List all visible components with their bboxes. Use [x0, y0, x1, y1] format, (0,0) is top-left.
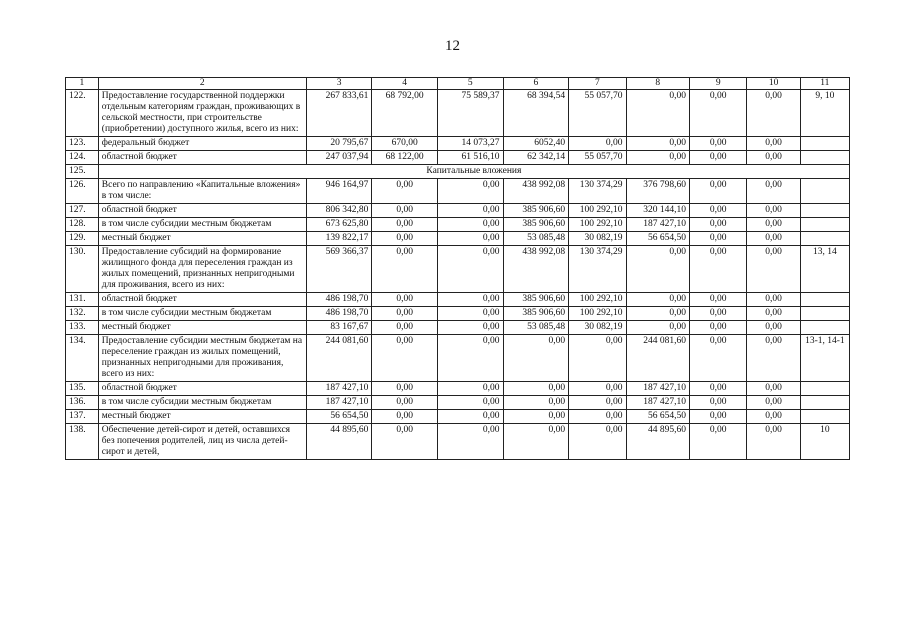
cell-c3: 83 167,67 [306, 321, 372, 335]
cell-c7: 100 292,10 [569, 218, 626, 232]
cell-c8: 0,00 [626, 137, 690, 151]
cell-c11 [800, 410, 849, 424]
row-number: 128. [66, 218, 99, 232]
table-row [66, 424, 850, 460]
column-header: 8 [626, 78, 690, 90]
cell-c4: 0,00 [372, 410, 438, 424]
cell-c5: 0,00 [437, 321, 503, 335]
cell-c9: 0,00 [690, 307, 747, 321]
row-number: 136. [66, 396, 99, 410]
cell-c4: 670,00 [372, 137, 438, 151]
row-description: в том числе субсидии местным бюджетам [98, 218, 306, 232]
cell-c4: 0,00 [372, 424, 438, 460]
cell-c5: 0,00 [437, 410, 503, 424]
cell-c11 [800, 321, 849, 335]
table-body [66, 90, 850, 460]
cell-c6: 53 085,48 [503, 321, 569, 335]
cell-c7: 130 374,29 [569, 246, 626, 293]
cell-c5: 0,00 [437, 204, 503, 218]
cell-c10: 0,00 [747, 179, 800, 204]
row-number: 126. [66, 179, 99, 204]
cell-c8: 0,00 [626, 293, 690, 307]
cell-c10: 0,00 [747, 246, 800, 293]
cell-c9: 0,00 [690, 204, 747, 218]
cell-c10: 0,00 [747, 410, 800, 424]
table-row [66, 90, 850, 137]
cell-c4: 68 122,00 [372, 151, 438, 165]
cell-c3: 56 654,50 [306, 410, 372, 424]
cell-c6: 0,00 [503, 396, 569, 410]
cell-c7: 100 292,10 [569, 293, 626, 307]
column-header: 9 [690, 78, 747, 90]
cell-c6: 385 906,60 [503, 204, 569, 218]
row-description: Предоставление субсидии местным бюджетам на переселение граждан из жилых помещений, признанных непригодными для проживания, всего из них: [98, 335, 306, 382]
table-row [66, 179, 850, 204]
cell-c6: 385 906,60 [503, 307, 569, 321]
cell-c8: 244 081,60 [626, 335, 690, 382]
cell-c10: 0,00 [747, 232, 800, 246]
column-number-row [66, 78, 850, 90]
cell-c9: 0,00 [690, 396, 747, 410]
cell-c3: 139 822,17 [306, 232, 372, 246]
cell-c4: 0,00 [372, 179, 438, 204]
cell-c5: 0,00 [437, 335, 503, 382]
cell-c4: 0,00 [372, 232, 438, 246]
cell-c8: 0,00 [626, 321, 690, 335]
column-header: 5 [437, 78, 503, 90]
cell-c11: 10 [800, 424, 849, 460]
row-number: 132. [66, 307, 99, 321]
cell-c8: 187 427,10 [626, 396, 690, 410]
row-description: областной бюджет [98, 382, 306, 396]
cell-c11: 9, 10 [800, 90, 849, 137]
cell-c3: 806 342,80 [306, 204, 372, 218]
cell-c9: 0,00 [690, 335, 747, 382]
cell-c9: 0,00 [690, 179, 747, 204]
row-number: 137. [66, 410, 99, 424]
cell-c8: 56 654,50 [626, 410, 690, 424]
cell-c3: 187 427,10 [306, 382, 372, 396]
cell-c11 [800, 218, 849, 232]
cell-c3: 20 795,67 [306, 137, 372, 151]
cell-c7: 0,00 [569, 410, 626, 424]
cell-c5: 61 516,10 [437, 151, 503, 165]
row-description: Предоставление субсидий на формирование жилищного фонда для переселения граждан из жилых помещений, признанных непригодными для проживания, всего из них: [98, 246, 306, 293]
cell-c8: 376 798,60 [626, 179, 690, 204]
row-number: 138. [66, 424, 99, 460]
row-number: 135. [66, 382, 99, 396]
cell-c7: 55 057,70 [569, 90, 626, 137]
row-number: 134. [66, 335, 99, 382]
cell-c7: 30 082,19 [569, 321, 626, 335]
cell-c3: 247 037,94 [306, 151, 372, 165]
row-number: 130. [66, 246, 99, 293]
cell-c3: 946 164,97 [306, 179, 372, 204]
cell-c7: 55 057,70 [569, 151, 626, 165]
column-header: 6 [503, 78, 569, 90]
cell-c6: 62 342,14 [503, 151, 569, 165]
table-row [66, 293, 850, 307]
row-description: федеральный бюджет [98, 137, 306, 151]
cell-c3: 673 625,80 [306, 218, 372, 232]
table-row [66, 151, 850, 165]
column-header: 10 [747, 78, 800, 90]
cell-c4: 0,00 [372, 382, 438, 396]
cell-c7: 0,00 [569, 396, 626, 410]
cell-c10: 0,00 [747, 307, 800, 321]
row-number: 127. [66, 204, 99, 218]
column-header: 7 [569, 78, 626, 90]
cell-c11 [800, 293, 849, 307]
cell-c4: 0,00 [372, 335, 438, 382]
row-number: 131. [66, 293, 99, 307]
cell-c8: 187 427,10 [626, 382, 690, 396]
cell-c9: 0,00 [690, 293, 747, 307]
cell-c9: 0,00 [690, 90, 747, 137]
cell-c6: 6052,40 [503, 137, 569, 151]
cell-c7: 0,00 [569, 382, 626, 396]
cell-c4: 0,00 [372, 246, 438, 293]
column-header: 11 [800, 78, 849, 90]
table-row [66, 321, 850, 335]
cell-c9: 0,00 [690, 410, 747, 424]
cell-c11 [800, 179, 849, 204]
table-row [66, 246, 850, 293]
cell-c10: 0,00 [747, 204, 800, 218]
cell-c7: 30 082,19 [569, 232, 626, 246]
cell-c4: 0,00 [372, 321, 438, 335]
cell-c11 [800, 396, 849, 410]
cell-c8: 320 144,10 [626, 204, 690, 218]
cell-c6: 438 992,08 [503, 179, 569, 204]
row-description: местный бюджет [98, 321, 306, 335]
cell-c7: 100 292,10 [569, 204, 626, 218]
cell-c11 [800, 382, 849, 396]
cell-c4: 0,00 [372, 204, 438, 218]
cell-c9: 0,00 [690, 246, 747, 293]
cell-c5: 0,00 [437, 179, 503, 204]
cell-c10: 0,00 [747, 90, 800, 137]
row-description: Предоставление государственной поддержки отдельным категориям граждан, проживающих в сельской местности, при строительстве (приобретении) доступного жилья, всего из них: [98, 90, 306, 137]
row-description: областной бюджет [98, 204, 306, 218]
cell-c9: 0,00 [690, 218, 747, 232]
row-description: Обеспечение детей-сирот и детей, оставшихся без попечения родителей, лиц из числа детей-сирот и детей, [98, 424, 306, 460]
cell-c8: 0,00 [626, 307, 690, 321]
column-header: 3 [306, 78, 372, 90]
cell-c9: 0,00 [690, 424, 747, 460]
cell-c3: 486 198,70 [306, 307, 372, 321]
cell-c9: 0,00 [690, 151, 747, 165]
table-row [66, 382, 850, 396]
table-row [66, 396, 850, 410]
cell-c5: 0,00 [437, 396, 503, 410]
table-row [66, 204, 850, 218]
cell-c11 [800, 307, 849, 321]
table-row [66, 307, 850, 321]
cell-c4: 0,00 [372, 218, 438, 232]
cell-c8: 0,00 [626, 151, 690, 165]
cell-c6: 68 394,54 [503, 90, 569, 137]
cell-c11 [800, 204, 849, 218]
cell-c8: 187 427,10 [626, 218, 690, 232]
cell-c6: 0,00 [503, 382, 569, 396]
cell-c3: 569 366,37 [306, 246, 372, 293]
row-description: в том числе субсидии местным бюджетам [98, 396, 306, 410]
table-row [66, 410, 850, 424]
budget-table [65, 77, 850, 460]
row-description: областной бюджет [98, 151, 306, 165]
cell-c5: 0,00 [437, 293, 503, 307]
cell-c8: 0,00 [626, 90, 690, 137]
section-title: Капитальные вложения [98, 165, 849, 179]
cell-c8: 44 895,60 [626, 424, 690, 460]
cell-c5: 0,00 [437, 218, 503, 232]
row-number: 133. [66, 321, 99, 335]
row-number: 124. [66, 151, 99, 165]
cell-c11 [800, 232, 849, 246]
cell-c10: 0,00 [747, 424, 800, 460]
cell-c9: 0,00 [690, 232, 747, 246]
cell-c7: 0,00 [569, 424, 626, 460]
cell-c6: 385 906,60 [503, 218, 569, 232]
cell-c9: 0,00 [690, 321, 747, 335]
table-row [66, 232, 850, 246]
cell-c11 [800, 137, 849, 151]
row-description: Всего по направлению «Капитальные вложения» в том числе: [98, 179, 306, 204]
row-description: местный бюджет [98, 410, 306, 424]
row-number: 129. [66, 232, 99, 246]
cell-c6: 385 906,60 [503, 293, 569, 307]
cell-c4: 0,00 [372, 293, 438, 307]
cell-c5: 0,00 [437, 424, 503, 460]
cell-c5: 14 073,27 [437, 137, 503, 151]
cell-c9: 0,00 [690, 137, 747, 151]
table-row [66, 335, 850, 382]
cell-c10: 0,00 [747, 335, 800, 382]
cell-c6: 53 085,48 [503, 232, 569, 246]
cell-c3: 486 198,70 [306, 293, 372, 307]
row-number: 122. [66, 90, 99, 137]
row-description: в том числе субсидии местным бюджетам [98, 307, 306, 321]
cell-c10: 0,00 [747, 321, 800, 335]
cell-c5: 0,00 [437, 382, 503, 396]
cell-c10: 0,00 [747, 382, 800, 396]
page-number: 12 [445, 38, 460, 54]
table-row [66, 137, 850, 151]
section-row [66, 165, 850, 179]
cell-c8: 56 654,50 [626, 232, 690, 246]
row-number: 123. [66, 137, 99, 151]
cell-c11: 13-1, 14-1 [800, 335, 849, 382]
row-number: 125. [66, 165, 99, 179]
cell-c4: 68 792,00 [372, 90, 438, 137]
cell-c11: 13, 14 [800, 246, 849, 293]
cell-c7: 100 292,10 [569, 307, 626, 321]
cell-c6: 0,00 [503, 424, 569, 460]
cell-c6: 0,00 [503, 410, 569, 424]
cell-c10: 0,00 [747, 151, 800, 165]
cell-c3: 244 081,60 [306, 335, 372, 382]
cell-c7: 0,00 [569, 335, 626, 382]
cell-c6: 0,00 [503, 335, 569, 382]
cell-c6: 438 992,08 [503, 246, 569, 293]
cell-c3: 187 427,10 [306, 396, 372, 410]
row-description: областной бюджет [98, 293, 306, 307]
cell-c7: 0,00 [569, 137, 626, 151]
table-row [66, 218, 850, 232]
cell-c10: 0,00 [747, 396, 800, 410]
column-header: 1 [66, 78, 99, 90]
cell-c5: 0,00 [437, 232, 503, 246]
cell-c3: 44 895,60 [306, 424, 372, 460]
cell-c11 [800, 151, 849, 165]
cell-c5: 0,00 [437, 246, 503, 293]
column-header: 2 [98, 78, 306, 90]
cell-c5: 0,00 [437, 307, 503, 321]
cell-c10: 0,00 [747, 293, 800, 307]
cell-c4: 0,00 [372, 396, 438, 410]
cell-c10: 0,00 [747, 137, 800, 151]
cell-c7: 130 374,29 [569, 179, 626, 204]
row-description: местный бюджет [98, 232, 306, 246]
cell-c9: 0,00 [690, 382, 747, 396]
cell-c4: 0,00 [372, 307, 438, 321]
column-header: 4 [372, 78, 438, 90]
cell-c5: 75 589,37 [437, 90, 503, 137]
cell-c8: 0,00 [626, 246, 690, 293]
cell-c10: 0,00 [747, 218, 800, 232]
cell-c3: 267 833,61 [306, 90, 372, 137]
